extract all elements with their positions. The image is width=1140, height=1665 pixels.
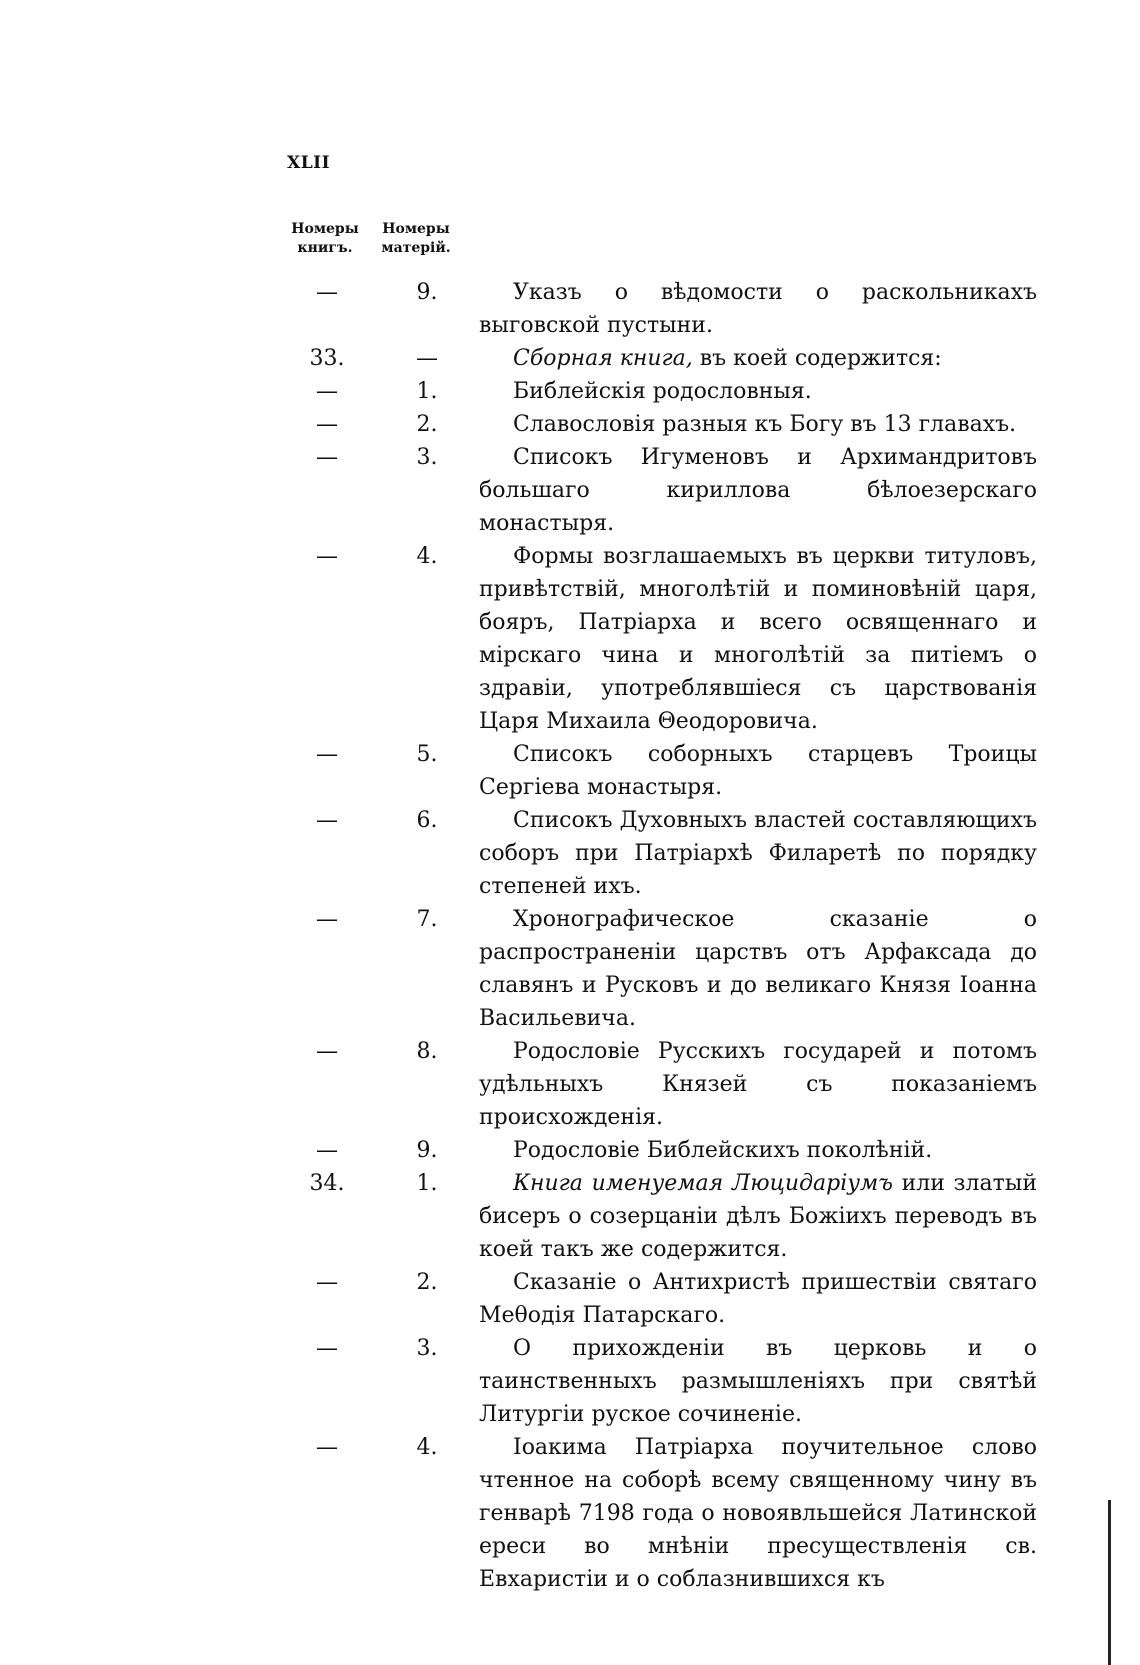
material-number: 5. (416, 742, 438, 767)
material-number: 4. (416, 544, 438, 569)
list-item (287, 1134, 1037, 1167)
list-item (287, 903, 1037, 1035)
book-number: — (316, 808, 338, 833)
list-item (287, 441, 1037, 540)
book-number: — (316, 742, 338, 767)
book-number: — (316, 907, 338, 932)
material-number: 4. (416, 1435, 438, 1460)
list-item (287, 1167, 1037, 1266)
list-item (287, 375, 1037, 408)
entry-text-plain: Iоакима Патрiарха поучительное слово чтенное на соборѣ всему священному чину въ генварѣ 7198 года о новоявльшейся Латинской ереси во мнѣнiи пресуществленiя св. Евхаристiи и о соблазнившихся къ (479, 1435, 1037, 1592)
list-item (287, 342, 1037, 375)
entries-list (287, 276, 1037, 1596)
entry-text (467, 276, 1037, 342)
book-number: — (316, 379, 338, 404)
material-number: 8. (416, 1039, 438, 1064)
entry-text (467, 1266, 1037, 1332)
books-column-header: Номеры книгъ. (291, 221, 359, 256)
list-item (287, 540, 1037, 738)
list-item (287, 804, 1037, 903)
entry-text (467, 1134, 1037, 1167)
list-item (287, 276, 1037, 342)
entry-text-plain: О прихожденiи въ церковь и о таинственныхъ размышленiяхъ при святѣй Литургiи руское сочиненiе. (479, 1336, 1037, 1427)
entry-text (467, 375, 1037, 408)
material-number: 9. (416, 280, 438, 305)
entry-text (467, 1035, 1037, 1134)
book-number: — (316, 412, 338, 437)
entry-text-italic: Книга именуемая Люцидарiумъ (513, 1171, 893, 1196)
book-number: — (316, 1270, 338, 1295)
list-item (287, 1266, 1037, 1332)
material-number: 3. (416, 1336, 438, 1361)
entry-text-plain: Сказанiе о Антихристѣ пришествiи святаго Меθодiя Патарскаго. (479, 1270, 1037, 1328)
materials-column-header: Номеры матерiй. (381, 221, 451, 256)
entry-text-plain: Списокъ Игуменовъ и Архимандритовъ большаго кириллова бѣлоезерскаго монастыря. (479, 445, 1037, 536)
entry-text (467, 342, 1037, 375)
book-number: — (316, 544, 338, 569)
list-item (287, 1431, 1037, 1596)
book-number: 33. (309, 346, 345, 371)
material-number: — (416, 346, 438, 371)
entry-text (467, 408, 1037, 441)
entry-text-plain: Родословiе Библейскихъ поколѣнiй. (513, 1138, 933, 1163)
entry-text-plain: Библейскiя родословныя. (513, 379, 812, 404)
entry-text-plain: Списокъ Духовныхъ властей составляющихъ соборъ при Патрiархѣ Филаретѣ по порядку степеней ихъ. (479, 808, 1037, 899)
material-number: 3. (416, 445, 438, 470)
scan-edge-line (1108, 1500, 1111, 1665)
entry-text (467, 804, 1037, 903)
page-number: XLII (287, 153, 331, 173)
entry-text-plain: Указъ о вѣдомости о раскольникахъ выговской пустыни. (479, 280, 1037, 338)
entry-text-plain: въ коей содержится: (692, 346, 942, 371)
entry-text (467, 540, 1037, 738)
book-number: — (316, 445, 338, 470)
list-item (287, 1035, 1037, 1134)
entry-text-italic: Сборная книга, (513, 346, 693, 371)
material-number: 9. (416, 1138, 438, 1163)
entry-text-plain: Родословiе Русскихъ государей и потомъ удѣльныхъ Князей съ показанiемъ происхожденiя. (479, 1039, 1037, 1130)
entry-text (467, 441, 1037, 540)
book-number: — (316, 1039, 338, 1064)
book-number: 34. (309, 1171, 345, 1196)
entry-text-plain: Формы возглашаемыхъ въ церкви титуловъ, привѣтствiй, многолѣтiй и поминовѣнiй царя, бояръ, Патрiарха и всего освященнаго и мiрскаго чина и многолѣтiй за питiемъ о здравiи, употреблявшiеся съ царствованiя Царя Михаила Θеодоровича. (479, 544, 1037, 734)
entry-text-plain: или златый бисеръ о созерцанiи дѣлъ Божiихъ переводъ въ коей такъ же содержится. (479, 1171, 1037, 1262)
book-number: — (316, 1336, 338, 1361)
list-item (287, 1332, 1037, 1431)
list-item (287, 738, 1037, 804)
entry-text (467, 1332, 1037, 1431)
entry-text (467, 1431, 1037, 1596)
entry-text (467, 1167, 1037, 1266)
material-number: 6. (416, 808, 438, 833)
entry-text-plain: Хронографическое сказанiе о распространенiи царствъ отъ Арфаксада до славянъ и Русковъ и до великаго Князя Iоанна Васильевича. (479, 907, 1037, 1031)
material-number: 1. (416, 1171, 438, 1196)
book-number: — (316, 280, 338, 305)
entry-text-plain: Списокъ соборныхъ старцевъ Троицы Сергiева монастыря. (479, 742, 1037, 800)
book-number: — (316, 1435, 338, 1460)
entry-text (467, 738, 1037, 804)
material-number: 1. (416, 379, 438, 404)
list-item (287, 408, 1037, 441)
material-number: 7. (416, 907, 438, 932)
entry-text (467, 903, 1037, 1035)
material-number: 2. (416, 1270, 438, 1295)
book-number: — (316, 1138, 338, 1163)
material-number: 2. (416, 412, 438, 437)
entry-text-plain: Славословiя разныя къ Богу въ 13 главахъ. (513, 412, 1017, 437)
